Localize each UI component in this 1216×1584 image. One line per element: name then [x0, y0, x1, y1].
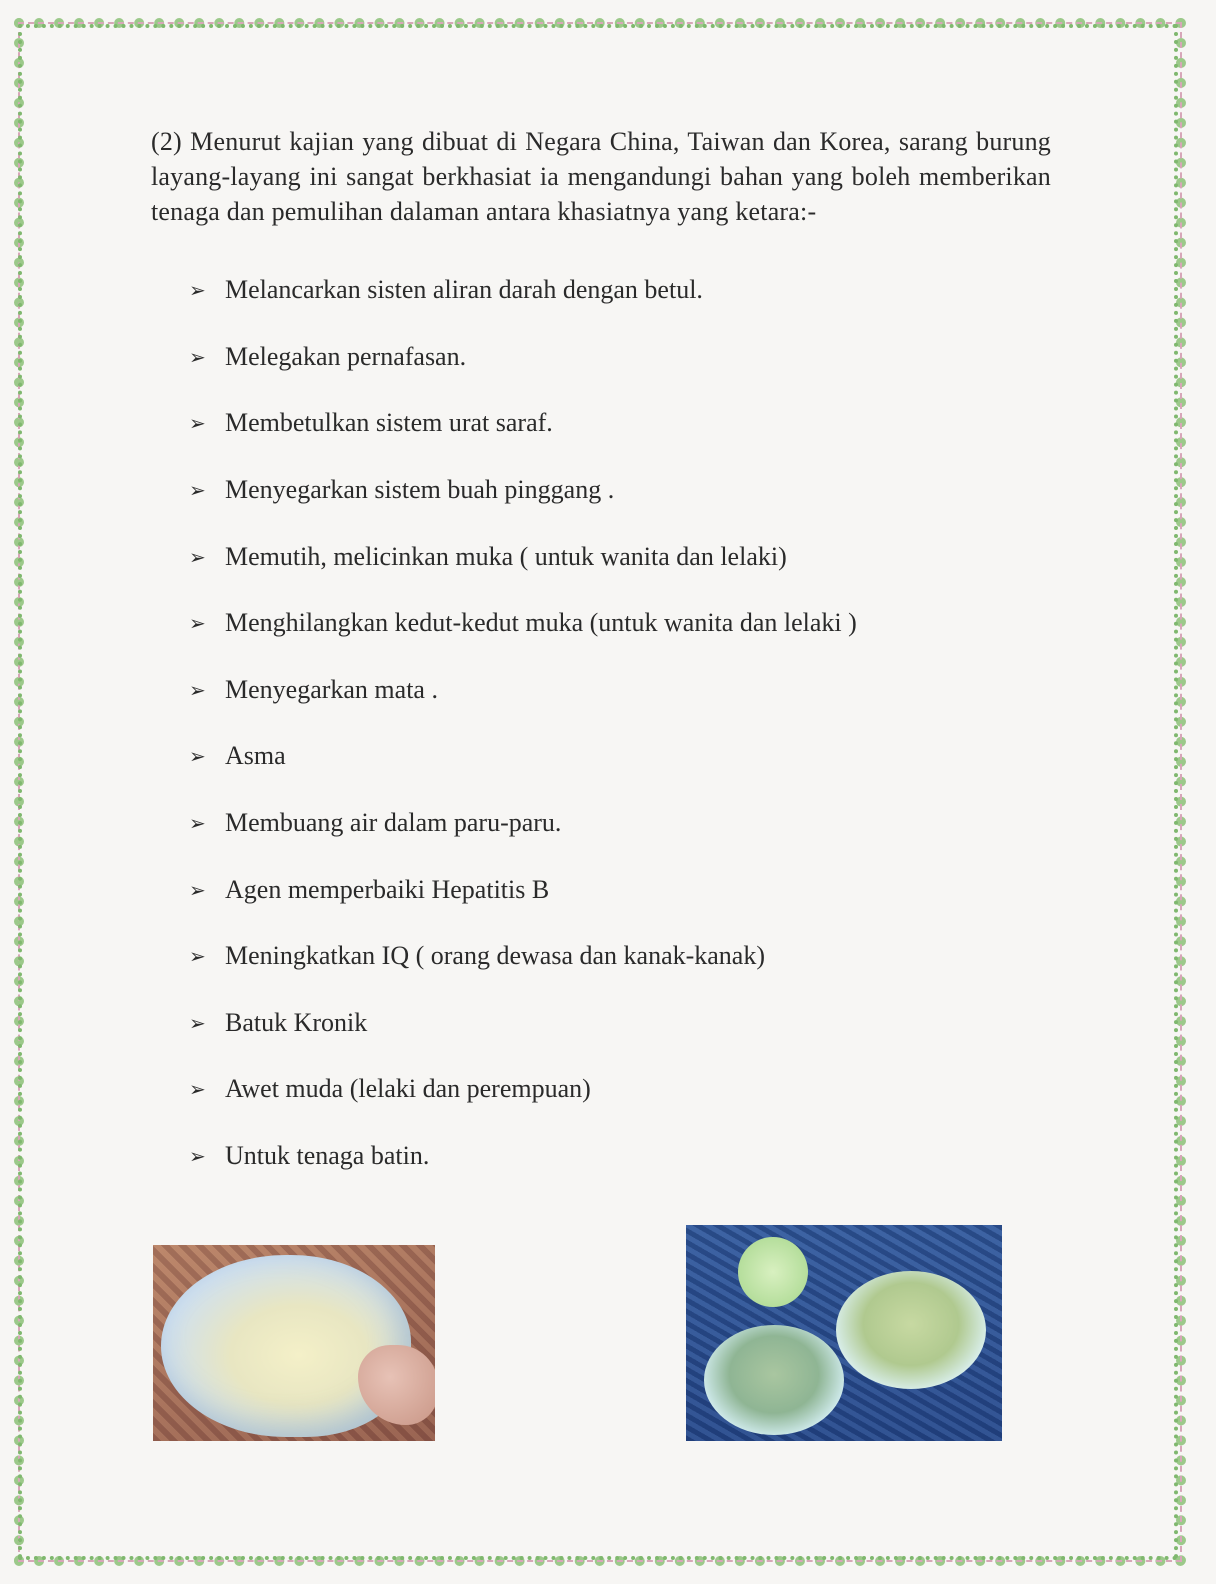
benefit-text: Membetulkan sistem urat saraf. [225, 408, 553, 438]
benefits-list [189, 257, 1051, 1189]
benefit-text: Untuk tenaga batin. [225, 1141, 430, 1171]
arrow-bullet-icon: ➢ [189, 677, 206, 702]
arrow-bullet-icon: ➢ [189, 278, 206, 303]
benefit-text: Menyegarkan mata . [225, 674, 438, 704]
list-item [189, 590, 1051, 657]
list-item [189, 257, 1051, 324]
list-item [189, 990, 1051, 1057]
arrow-bullet-icon: ➢ [189, 344, 206, 369]
benefit-text: Awet muda (lelaki dan perempuan) [225, 1074, 591, 1104]
benefit-text: Meningkatkan IQ ( orang dewasa dan kanak-kanak) [225, 941, 766, 971]
garnish-shape [738, 1237, 808, 1307]
arrow-bullet-icon: ➢ [189, 944, 206, 969]
intro-paragraph: (2) Menurut kajian yang dibuat di Negara China, Taiwan dan Korea, sarang burung layang-layang ini sangat berkhasiat ia mengandungi bahan yang boleh memberikan tenaga dan pemulihan dalaman antara khasiatnya yang ketara:- [151, 127, 1051, 226]
list-item [189, 856, 1051, 923]
arrow-bullet-icon: ➢ [189, 411, 206, 436]
arrow-bullet-icon: ➢ [189, 811, 206, 836]
arrow-bullet-icon: ➢ [189, 478, 206, 503]
list-item [189, 390, 1051, 457]
list-item [189, 657, 1051, 724]
benefit-text: Batuk Kronik [225, 1007, 368, 1037]
arrow-bullet-icon: ➢ [189, 1077, 206, 1102]
arrow-bullet-icon: ➢ [189, 544, 206, 569]
soup-bowl-left-shape [704, 1325, 844, 1435]
benefit-text: Menyegarkan sistem buah pinggang . [225, 475, 615, 505]
photo-two-bowls [686, 1225, 1002, 1441]
arrow-bullet-icon: ➢ [189, 1010, 206, 1035]
page-content [151, 124, 1051, 1189]
arrow-bullet-icon: ➢ [189, 1144, 206, 1169]
list-item [189, 324, 1051, 391]
list-item [189, 457, 1051, 524]
list-item [189, 923, 1051, 990]
benefit-text: Melegakan pernafasan. [225, 341, 467, 371]
list-item [189, 1123, 1051, 1190]
benefit-text: Asma [225, 741, 286, 771]
benefit-text: Melancarkan sisten aliran darah dengan betul. [225, 275, 703, 305]
list-item [189, 523, 1051, 590]
arrow-bullet-icon: ➢ [189, 877, 206, 902]
arrow-bullet-icon: ➢ [189, 744, 206, 769]
benefit-text: Agen memperbaiki Hepatitis B [225, 874, 550, 904]
photo-bowl-with-hand [153, 1245, 435, 1441]
list-item [189, 1056, 1051, 1123]
list-item [189, 790, 1051, 857]
benefit-text: Memutih, melicinkan muka ( untuk wanita dan lelaki) [225, 541, 787, 571]
list-item [189, 723, 1051, 790]
soup-bowl-right-shape [836, 1271, 986, 1389]
benefit-text: Membuang air dalam paru-paru. [225, 808, 562, 838]
arrow-bullet-icon: ➢ [189, 611, 206, 636]
benefit-text: Menghilangkan kedut-kedut muka (untuk wanita dan lelaki ) [225, 608, 857, 638]
